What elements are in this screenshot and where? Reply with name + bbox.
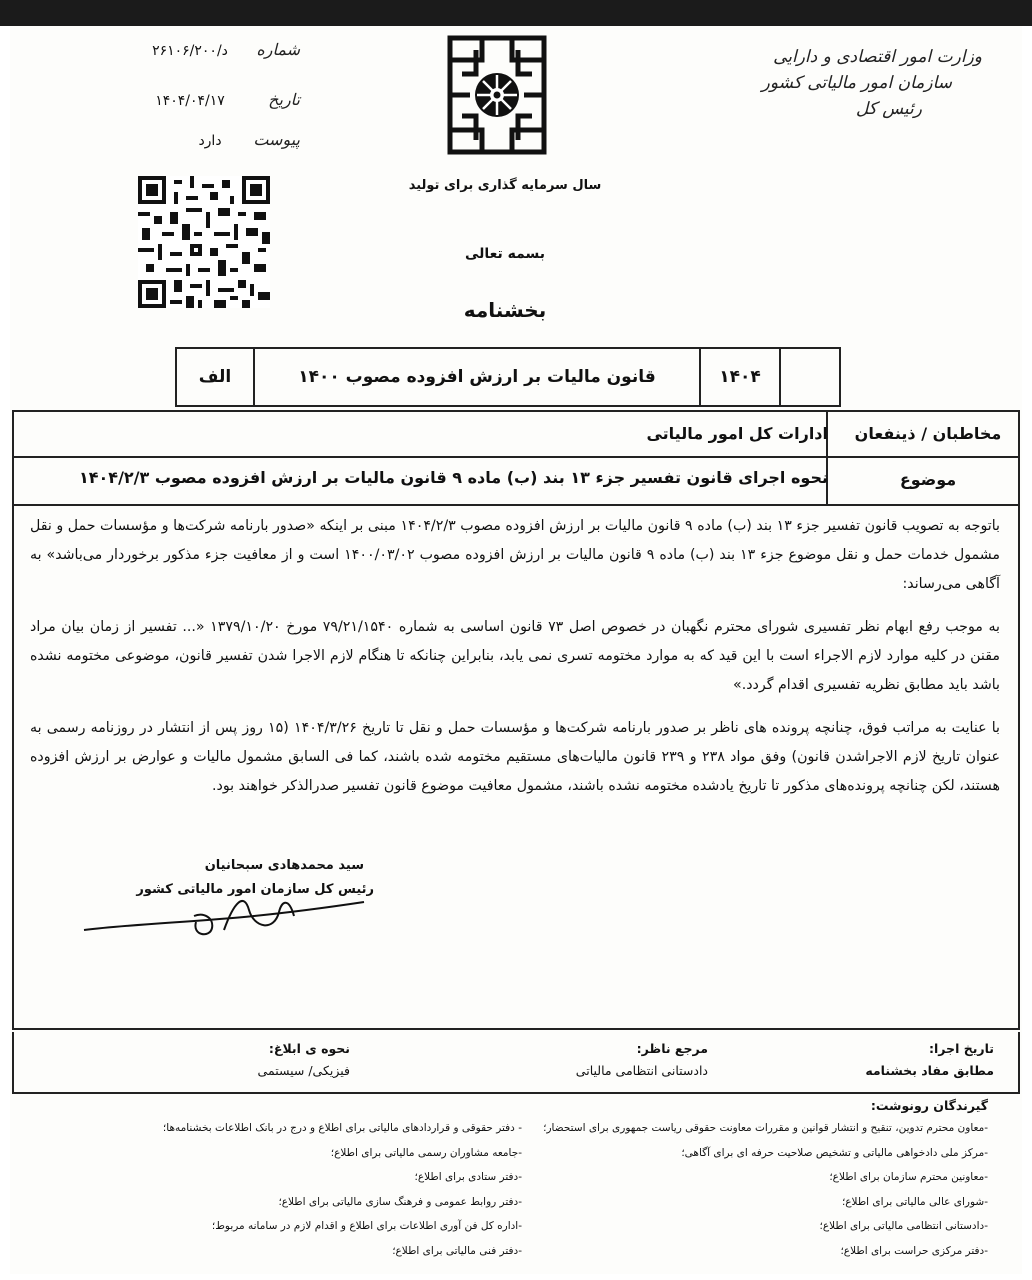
body-paragraph-3: با عنایت به مراتب فوق، چنانچه پرونده های ناظر بر صدور بارنامه شرکت‌ها و مؤسسات حمل و نقل تا تاریخ ۱۴۰۴/۳/۲۶ (۱۵ روز پس از انتشار در روزنامه رسمی به عنوان تاریخ لازم الاجراشدن قانون) وفق مواد ۲۳۸ و ۲۳۹ قانون مالیات‌های مستقیم مختومه شده باشند، کما فی السابق مشمول مالیات و عوارض بر ارزش افزوده هستند، لکن چنانچه پرونده‌های مذکور تا تاریخ یادشده مختومه نشده باشند، مشمول معافیت موضوع قانون تفسیر صدرالذکر خواهند بود. [30,720,1001,794]
recipients-right-list [528,1116,988,1263]
date-label: تاریخ [268,90,300,109]
circular-series: الف [198,367,232,387]
tax-organization-emblem-icon [442,30,552,160]
letter-attachment-row [130,130,300,158]
list-item: -دفتر مرکزی حراست برای اطلاع؛ [840,1244,988,1257]
letter-number-row [130,40,300,68]
attachment-value: دارد [198,133,222,149]
signer-title: رئیس کل سازمان امور مالیاتی کشور [136,882,374,897]
document-page [10,26,1022,1274]
subject-label: موضوع [899,470,957,489]
list-item: -معاونین محترم سازمان برای اطلاع؛ [829,1171,988,1183]
execution-info-box [12,1032,1020,1094]
qr-code-icon [138,176,270,308]
circular-law: قانون مالیات بر ارزش افزوده مصوب ۱۴۰۰ [253,349,699,405]
body-paragraph-1: باتوجه به تصویب قانون تفسیر جزء ۱۳ بند (ب) ماده ۹ قانون مالیات بر ارزش افزوده مصوب ۱۴۰۴/۲/۳ مبنی بر اینکه «صدور بارنامه شرکت‌ها و مؤسسات حمل و نقل مشمول خدمات حمل و نقل موضوع جزء ۱۳ بند (ب) ماده ۹ قانون مالیات بر ارزش افزوده مصوب ۱۴۰۰/۰۳/۰۲ است و از معافیت جزء مذکور برخوردار می‌باشد» به آگاهی می‌رساند: [30,518,1001,592]
list-item: -دفتر ستادی برای اطلاع؛ [414,1171,522,1183]
exec-date-value: مطابق مفاد بخشنامه [865,1063,994,1078]
addressee-label: مخاطبان / ذینفعان [854,424,1002,443]
row-divider [14,504,1018,506]
blank-cell [779,349,839,405]
ministry-line-2: سازمان امور مالیاتی کشور [761,73,952,93]
ministry-header [722,44,982,122]
list-item: -دفتر فنی مالیاتی برای اطلاع؛ [392,1244,522,1257]
letter-date-row [130,90,300,118]
exec-date-label: تاریخ اجرا: [929,1041,994,1056]
number-label: شماره [256,40,300,59]
list-item: -معاون محترم تدوین، تنقیح و انتشار قوانین و مقررات معاونت حقوقی ریاست جمهوری برای استحضار؛ [543,1122,988,1134]
signer-name: سید محمدهادی سبحانیان [204,858,364,873]
notify-label: نحوه ی ابلاغ: [268,1041,350,1056]
row-divider [14,456,1018,458]
signature-icon [74,872,394,952]
body-paragraph-2: به موجب رفع ابهام نظر تفسیری شورای محترم نگهبان در خصوص اصل ۷۳ قانون اساسی به شماره ۷۹/۲۱/۱۵۴۰ مورخ ۱۳۷۹/۱۰/۲۰ «... تفسیر از زمان بیان مراد مقنن در کلیه موارد لازم الاجراء است با این قید که به موارد مختومه تسری نمی یابد، بنابراین چنانکه تا هنگام لازم الاجرا شدن تفسیر قانون، موضوعی مختومه نشده باشد باید مطابق نظریه تفسیری اقدام گردد.» [30,619,1000,693]
notify-value: فیزیکی/ سیستمی [257,1063,350,1078]
list-item: -شورای عالی مالیاتی برای اطلاع؛ [841,1195,988,1208]
list-item: - دفتر حقوقی و قراردادهای مالیاتی برای اطلاع و درج در بانک اطلاعات بخشنامه‌ها؛ [162,1122,522,1134]
main-content-table [12,410,1020,1030]
subject-value: نحوه اجرای قانون تفسیر جزء ۱۳ بند (ب) ماده ۹ قانون مالیات بر ارزش افزوده مصوب ۱۴۰۴/۲/۳ [79,468,828,487]
list-item: -مرکز ملی دادخواهی مالیاتی و تشخیص صلاحیت حرفه ای برای آگاهی؛ [681,1146,988,1159]
recipients-title: گیرندگان رونوشت: [870,1098,988,1113]
list-item: -دادستانی انتظامی مالیاتی برای اطلاع؛ [819,1220,988,1232]
date-value: ۱۴۰۴/۰۴/۱۷ [155,93,225,109]
notification-method [210,1038,350,1082]
recipients-left-list [82,1116,522,1263]
circular-year: ۱۴۰۴ [699,349,779,405]
circular-identifier-table [175,347,841,407]
document-type-title: بخشنامه [463,298,547,322]
number-value: ۲۶۱۰۶/۲۰۰/د [152,43,228,59]
bismillah: بسمه تعالی [464,246,546,262]
attachment-label: پیوست [253,130,300,149]
year-slogan: سال سرمایه گذاری برای تولید [408,178,602,193]
supervisor [508,1038,708,1082]
list-item: -جامعه مشاوران رسمی مالیاتی برای اطلاع؛ [330,1146,522,1159]
list-item: -اداره کل فن آوری اطلاعات برای اطلاع و اقدام لازم در سامانه مربوط؛ [211,1220,522,1232]
top-black-bar [0,0,1032,26]
addressee-value: ادارات کل امور مالیاتی [646,424,828,443]
execution-date [814,1038,994,1082]
supervisor-value: دادستانی انتظامی مالیاتی [575,1063,708,1078]
list-item: -دفتر روابط عمومی و فرهنگ سازی مالیاتی برای اطلاع؛ [278,1195,522,1208]
ministry-line-1: وزارت امور اقتصادی و دارایی [773,47,982,67]
ministry-line-3: رئیس کل [855,99,922,119]
supervisor-label: مرجع ناظر: [636,1041,708,1056]
